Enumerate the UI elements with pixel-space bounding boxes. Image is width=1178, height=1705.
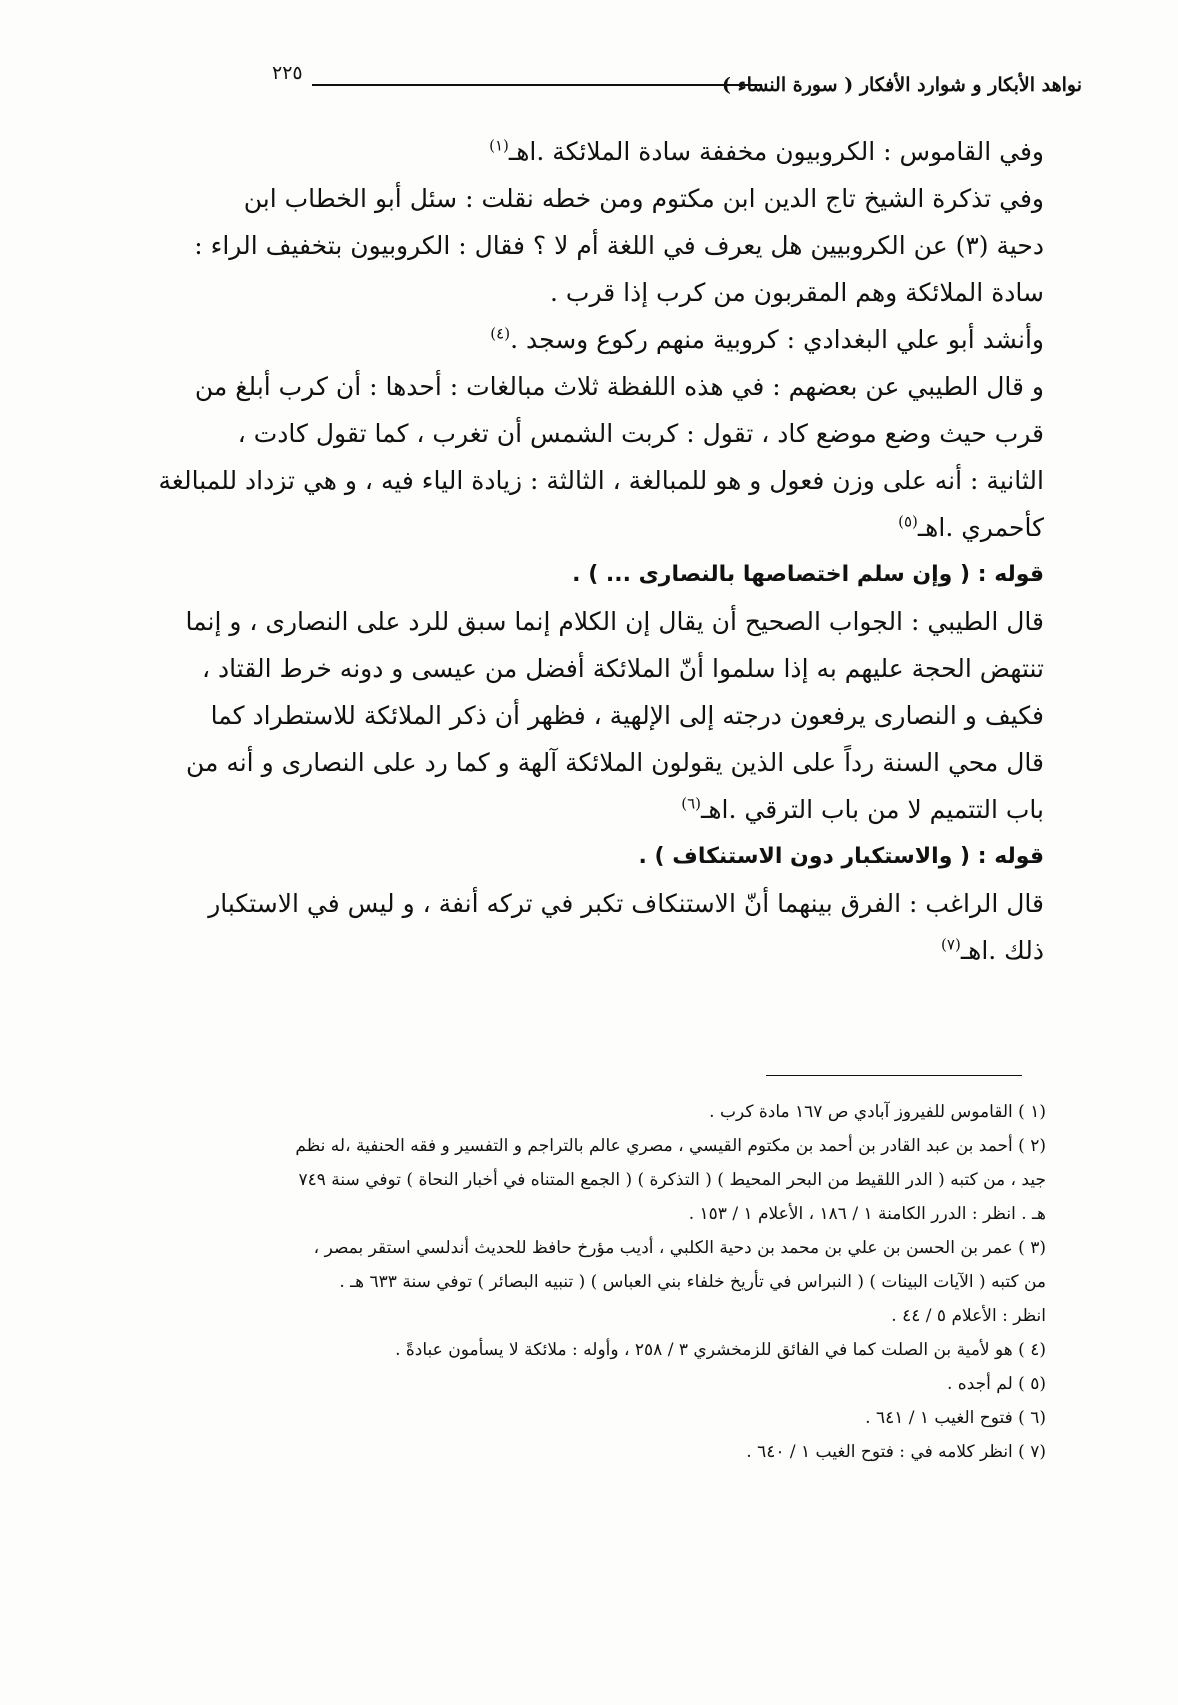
text-line [248,504,1044,551]
footnote-line: (٤ ) هو لأمية بن الصلت كما في الفائق للزمخشري ٣ / ٢٥٨ ، وأوله : ملائكة لا يسأمون عبادةً . [395,1340,1046,1360]
section-heading [248,551,1044,598]
line-text: وأنشد أبو علي البغدادي : كروبية منهم ركوع وسجد . [510,325,1044,354]
footnote-separator [766,1075,1022,1076]
text-line [237,410,1044,457]
text-line [248,927,1044,974]
footnotes [246,1095,1046,1469]
line-text: ذلك .اهـ [960,936,1044,965]
footnote-ref: (١) [489,136,509,155]
text-line [194,363,1044,410]
line-text: قال محي السنة رداً على الذين يقولون الملائكة آلهة و كما رد على النصارى و أنه من [185,748,1044,777]
text-line [248,128,1044,175]
footnote-line: (٣ ) عمر بن الحسن بن علي بن محمد بن دحية الكلبي ، أديب مؤرخ حافظ للحديث أندلسي استقر بمصر ، [313,1238,1046,1258]
line-text: قرب حيث وضع موضع كاد ، تقول : كربت الشمس أن تغرب ، كما تقول كادت ، [237,419,1044,448]
footnote-ref: (٥) [898,512,918,531]
text-line [185,739,1044,786]
text-line [248,316,1044,363]
text-line [208,880,1044,927]
footnote-line: جيد ، من كتبه ( الدر اللقيط من البحر المحيط ) ( التذكرة ) ( الجمع المتناه في أخبار النحاة ) توفي سنة ٧٤٩ [298,1170,1046,1190]
text-line [210,692,1044,739]
footnote-line: (٧ ) انظر كلامه في : فتوح الغيب ١ / ٦٤٠ . [746,1442,1046,1462]
text-line [194,222,1044,269]
footnote-ref: (٦) [681,794,702,813]
footnote-line: انظر : الأعلام ٥ / ٤٤ . [891,1306,1046,1326]
line-text: قال الطيبي : الجواب الصحيح أن يقال إن الكلام إنما سبق للرد على النصارى ، و إنما [185,607,1044,636]
line-text: فكيف و النصارى يرفعون درجته إلى الإلهية ، فظهر أن ذكر الملائكة للاستطراد كما [210,701,1044,730]
header-title: نواهد الأبكار و شوارد الأفكار ( سورة النساء ) [722,74,1082,96]
footnote-line: هـ . انظر : الدرر الكامنة ١ / ١٨٦ ، الأعلام ١ / ١٥٣ . [688,1204,1046,1224]
line-text: دحية (٣) عن الكروبيين هل يعرف في اللغة أم لا ؟ فقال : الكروبيون بتخفيف الراء : [194,231,1044,260]
line-text: قوله : ( والاستكبار دون الاستنكاف ) . [638,844,1044,869]
footnote-line: (١ ) القاموس للفيروز آبادي ص ١٦٧ مادة كرب . [709,1102,1046,1122]
line-text: و قال الطيبي عن بعضهم : في هذه اللفظة ثلاث مبالغات : أحدها : أن كرب أبلغ من [194,372,1044,401]
footnote-line: من كتبه ( الآيات البينات ) ( النبراس في تأريخ خلفاء بني العباس ) ( تنبيه البصائر ) توفي سنة ٦٣٣ هـ . [339,1272,1046,1292]
line-text: قوله : ( وإن سلم اختصاصها بالنصارى ... ) . [572,562,1044,587]
text-line [158,457,1044,504]
running-header [272,62,1082,102]
text-line [185,598,1044,645]
line-text: سادة الملائكة وهم المقربون من كرب إذا قرب . [550,278,1044,307]
header-rule [312,84,762,86]
line-text: وفي تذكرة الشيخ تاج الدين ابن مكتوم ومن خطه نقلت : سئل أبو الخطاب ابن [243,184,1044,213]
line-text: باب التتميم لا من باب الترقي .اهـ [701,795,1044,824]
text-line [243,175,1044,222]
footnote-line: (٢ ) أحمد بن عبد القادر بن أحمد بن مكتوم القيسي ، مصري عالم بالتراجم و التفسير و فقه الحنفية ،له نظم [295,1136,1046,1156]
text-line [202,645,1044,692]
text-line [248,269,1044,316]
section-heading [248,833,1044,880]
footnote-line: (٦ ) فتوح الغيب ١ / ٦٤١ . [865,1408,1046,1428]
line-text: وفي القاموس : الكروبيون مخففة سادة الملائكة .اهـ [508,137,1044,166]
text-line [248,786,1044,833]
footnote-line: (٥ ) لم أجده . [947,1374,1046,1394]
footnote-ref: (٧) [941,935,961,954]
footnote-ref: (٤) [490,324,511,343]
line-text: كأحمري .اهـ [917,513,1044,542]
main-text [158,128,1044,974]
line-text: الثانية : أنه على وزن فعول و هو للمبالغة ، الثالثة : زيادة الياء فيه ، و هي تزداد للمبالغة [158,466,1044,495]
page-number: ٢٢٥ [272,62,303,84]
line-text: قال الراغب : الفرق بينهما أنّ الاستنكاف تكبر في تركه أنفة ، و ليس في الاستكبار [208,889,1044,918]
line-text: تنتهض الحجة عليهم به إذا سلموا أنّ الملائكة أفضل من عيسى و دونه خرط القتاد ، [202,654,1044,683]
